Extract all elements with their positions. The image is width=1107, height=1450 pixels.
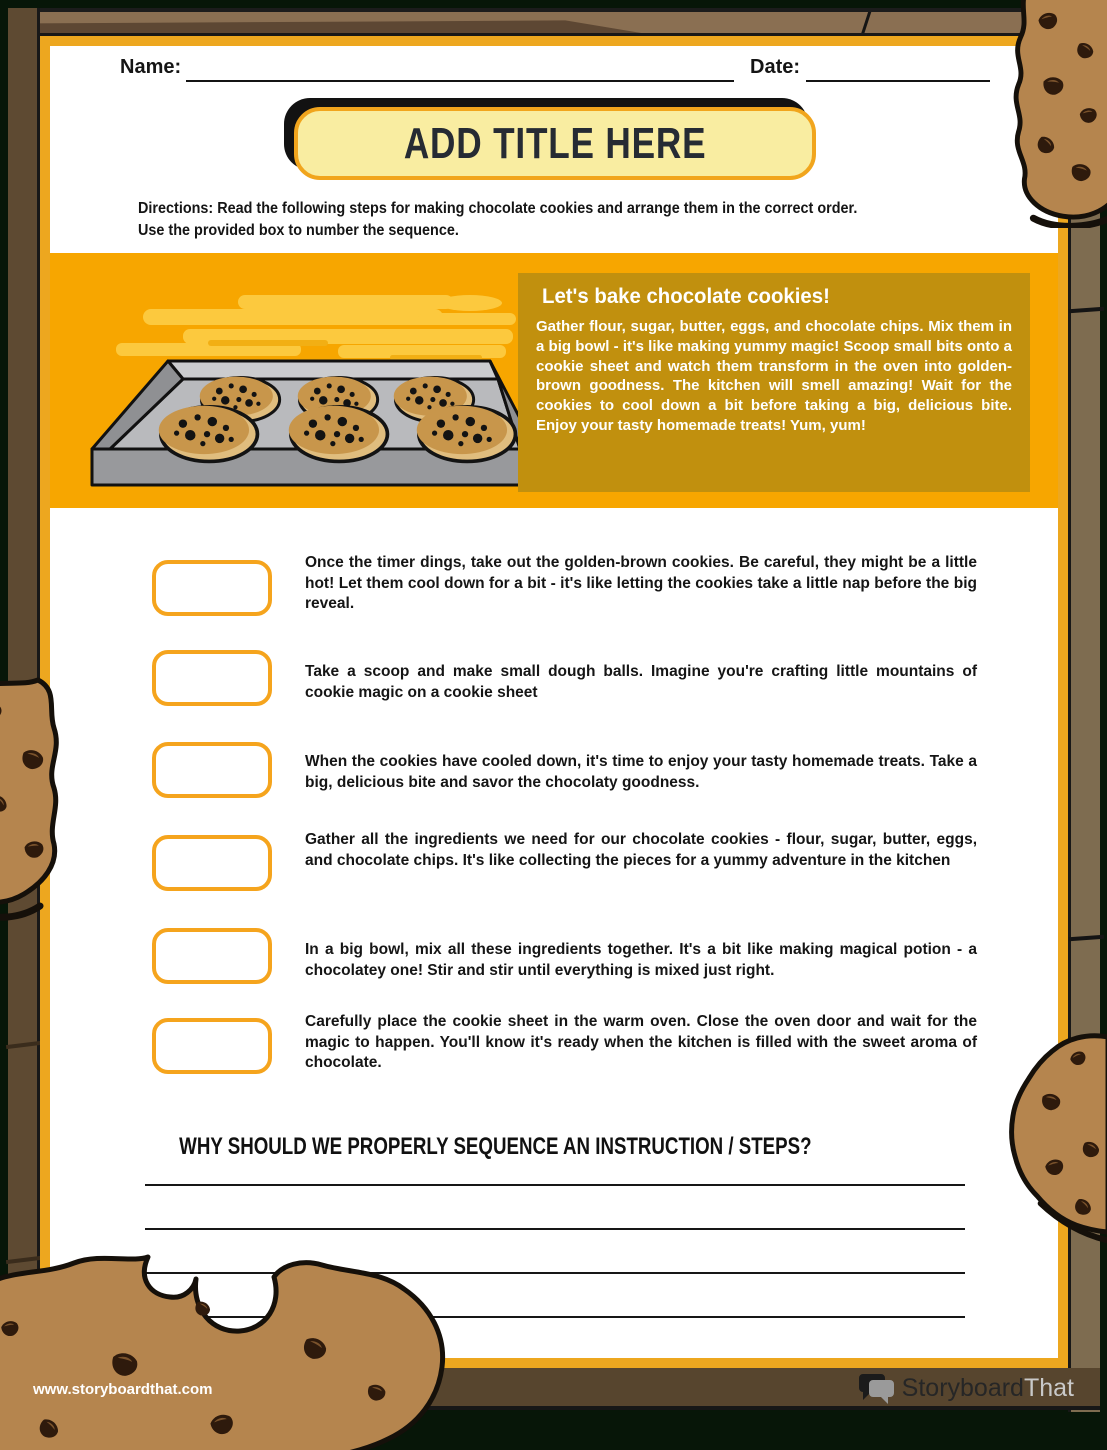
logo-text-storyboard: Storyboard: [901, 1374, 1024, 1402]
steam-icon: [116, 295, 516, 360]
website-link[interactable]: www.storyboardthat.com: [33, 1381, 213, 1398]
story-banner: [50, 253, 1058, 508]
worksheet-sheet: [40, 36, 1068, 1368]
cookie-bottom-right-icon: [1003, 1030, 1107, 1245]
step-text-1: Once the timer dings, take out the golden-brown cookies. Be careful, they might be a little hot! Let them cool down for a bit - it's like letting the cookies take a little nap before the big reveal.: [305, 554, 977, 613]
story-heading: Let's bake chocolate cookies!: [542, 285, 830, 308]
directions-text: [138, 198, 937, 243]
sequence-box-5[interactable]: [152, 928, 272, 984]
page-title: ADD TITLE HERE: [403, 118, 707, 168]
name-label: Name:: [120, 56, 182, 78]
storyboardthat-logo[interactable]: [859, 1373, 1074, 1404]
story-body: Gather flour, sugar, butter, eggs, and chocolate chips. Mix them in a big bowl - it's like making yummy magic! Scoop small bits onto a cookie sheet and watch them transform in the oven into golden-brown goodness. The kitchen will smell amazing! Wait for the cookies to cool down a bit before taking a big, delicious bite. Enjoy your tasty homemade treats! Yum, yum!: [536, 318, 1012, 434]
wood-frame-top: [8, 8, 1100, 36]
answer-line-2[interactable]: [145, 1228, 965, 1230]
sequence-box-1[interactable]: [152, 560, 272, 616]
speech-bubbles-icon: [859, 1373, 895, 1404]
sequence-box-6[interactable]: [152, 1018, 272, 1074]
step-text-2: Take a scoop and make small dough balls. Imagine you're crafting little mountains of cookie magic on a cookie sheet: [305, 663, 977, 701]
story-text-box: [518, 273, 1030, 492]
cookie-bottom-left-bitten-icon: [0, 1233, 484, 1450]
date-line[interactable]: [806, 54, 990, 82]
question-heading: WHY SHOULD WE PROPERLY SEQUENCE AN INSTRUCTION / STEPS?: [179, 1133, 812, 1160]
name-line[interactable]: [186, 54, 734, 82]
sequence-box-3[interactable]: [152, 742, 272, 798]
step-text-5: In a big bowl, mix all these ingredients together. It's a bit like making magical potion - a chocolatey one! Stir and stir until everything is mixed just right.: [305, 941, 977, 979]
step-text-3: When the cookies have cooled down, it's time to enjoy your tasty homemade treats. Take a big, delicious bite and savor the chocolaty goodness.: [305, 753, 977, 791]
step-text-4: Gather all the ingredients we need for our chocolate cookies - flour, sugar, butter, eggs, and chocolate chips. It's like collecting the pieces for a yummy adventure in the kitchen: [305, 831, 977, 869]
answer-line-1[interactable]: [145, 1184, 965, 1186]
logo-text-that: That: [1023, 1374, 1074, 1402]
directions-line2: Use the provided box to number the sequence.: [138, 222, 459, 240]
sequence-box-4[interactable]: [152, 835, 272, 891]
date-label: Date:: [750, 56, 801, 78]
directions-line1: Directions: Read the following steps for making chocolate cookies and arrange them in the correct order.: [138, 200, 858, 217]
cookie-top-right-icon: [994, 0, 1107, 228]
cookie-tray-illustration: [88, 293, 540, 498]
sequence-box-2[interactable]: [152, 650, 272, 706]
title-box[interactable]: [284, 98, 818, 182]
cookie-left-icon: [0, 664, 89, 949]
step-text-6: Carefully place the cookie sheet in the warm oven. Close the oven door and wait for the magic to happen. You'll know it's ready when the kitchen is filled with the sweet aroma of chocolate.: [305, 1013, 977, 1072]
title-box-inner: [294, 107, 816, 180]
